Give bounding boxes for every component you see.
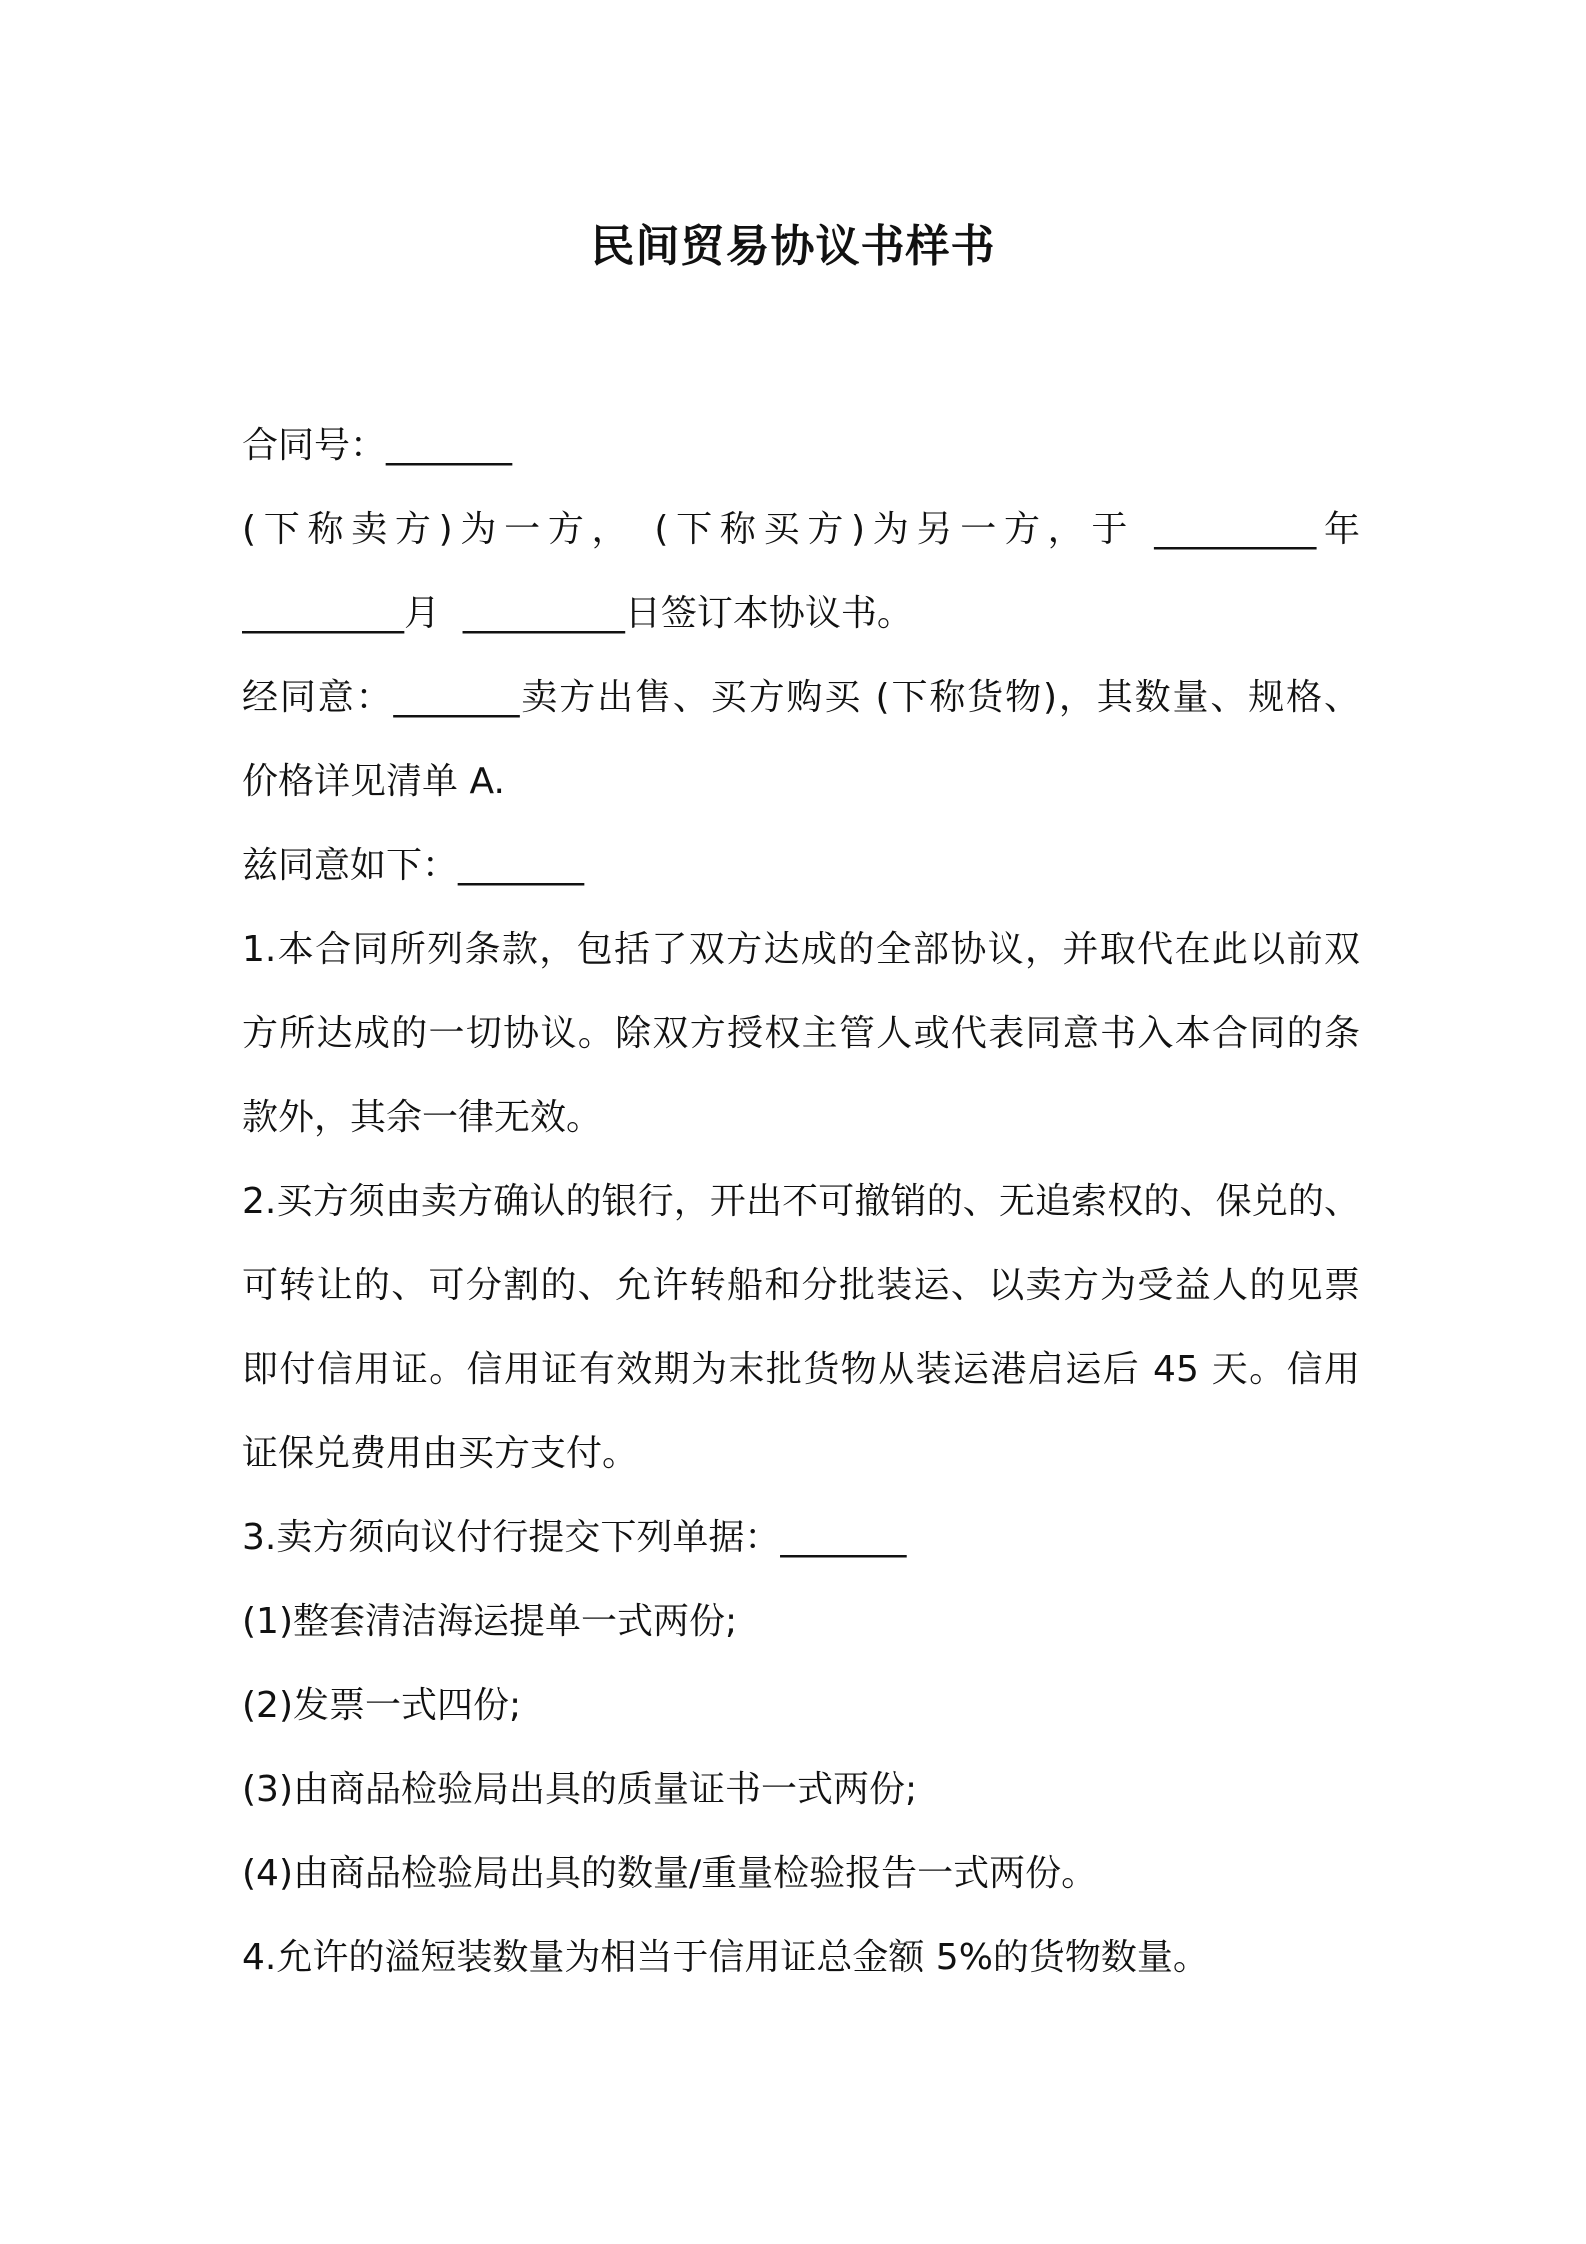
agreed-as-follows-line: 兹同意如下：_______ [242, 845, 585, 886]
clause-3-line: 3.卖方须向议付行提交下列单据：_______ [242, 1517, 907, 1558]
agreement-line-1: 经同意：_______卖方出售、买方购买 (下称货物)，其数量、规格、 [242, 677, 1360, 718]
document-title: 民间贸易协议书样书 [590, 221, 996, 272]
parties-line-1: (下称卖方)为一方， (下称买方)为另一方，于 _________年 [242, 509, 1360, 550]
clause-1-line-2: 方所达成的一切协议。除双方授权主管人或代表同意书入本合同的条 [242, 1013, 1360, 1054]
document-item-4: (4)由商品检验局出具的数量/重量检验报告一式两份。 [242, 1853, 1098, 1894]
clause-2-line-4: 证保兑费用由买方支付。 [242, 1433, 639, 1474]
contract-number-line: 合同号：_______ [242, 425, 513, 466]
document-item-3: (3)由商品检验局出具的质量证书一式两份; [242, 1769, 918, 1810]
document-item-1: (1)整套清洁海运提单一式两份; [242, 1601, 738, 1642]
clause-2-line-1: 2.买方须由卖方确认的银行，开出不可撤销的、无追索权的、保兑的、 [242, 1181, 1360, 1222]
agreement-line-2: 价格详见清单 A. [242, 761, 505, 802]
document-body [242, 404, 1360, 2000]
parties-line-2: _________月 _________日签订本协议书。 [242, 593, 913, 634]
clause-2-line-2: 可转让的、可分割的、允许转船和分批装运、以卖方为受益人的见票 [242, 1265, 1360, 1306]
clause-4-line: 4.允许的溢短装数量为相当于信用证总金额 5%的货物数量。 [242, 1937, 1209, 1978]
clause-1-line-3: 款外，其余一律无效。 [242, 1097, 603, 1138]
clause-2-line-3: 即付信用证。信用证有效期为末批货物从装运港启运后 45 天。信用 [242, 1349, 1360, 1390]
document-item-2: (2)发票一式四份; [242, 1685, 522, 1726]
clause-1-line-1: 1.本合同所列条款，包括了双方达成的全部协议，并取代在此以前双 [242, 929, 1360, 970]
